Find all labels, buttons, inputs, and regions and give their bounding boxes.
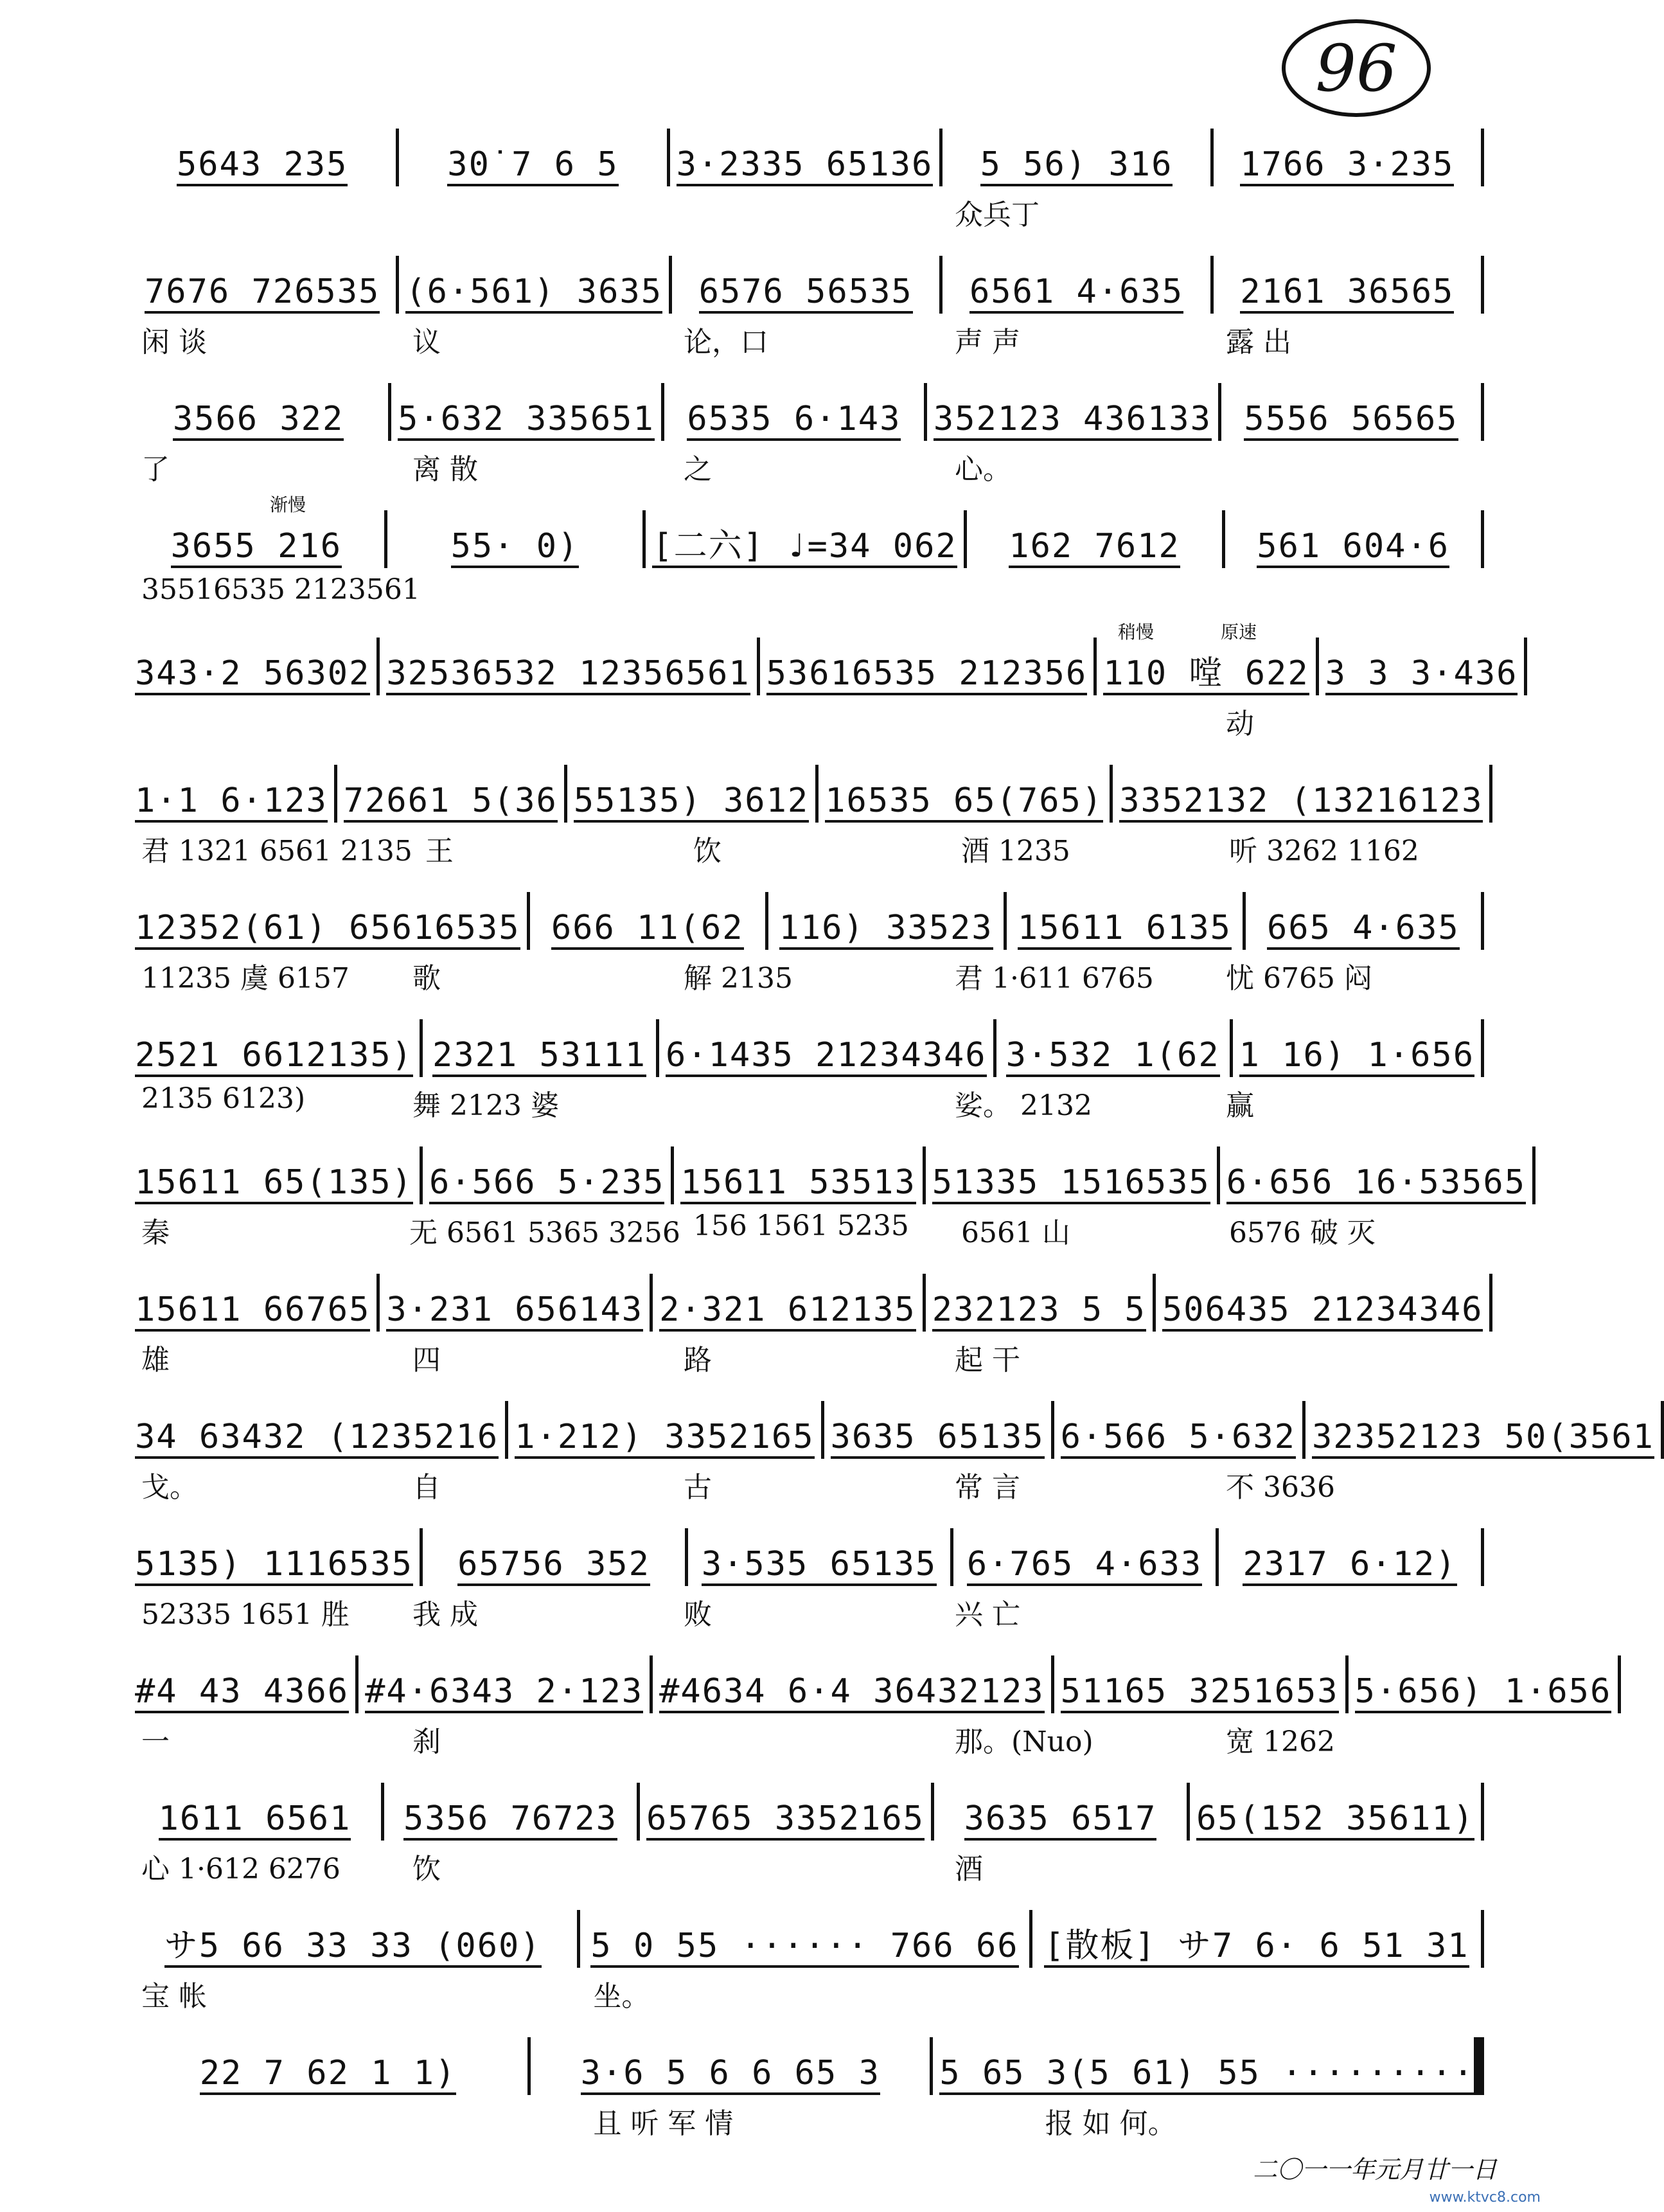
measure xyxy=(640,1783,934,1841)
page-number: 96 xyxy=(1282,19,1431,117)
lyrics-line xyxy=(128,828,1484,873)
lyric-text: 2135 6123) xyxy=(141,1082,306,1115)
measure xyxy=(337,765,567,823)
measure xyxy=(1156,1274,1493,1332)
measure xyxy=(1225,510,1484,568)
lyric-text: 无 6561 5365 3256 xyxy=(409,1217,680,1249)
jianpu-notes: (6·561) 3635 xyxy=(405,275,662,314)
jianpu-notes: 2321 53111 xyxy=(432,1039,646,1077)
lyrics-line xyxy=(128,1973,1484,2018)
measure xyxy=(128,256,399,314)
measure xyxy=(128,510,387,568)
lyric-text: 露 出 xyxy=(1226,326,1291,359)
measure xyxy=(531,2037,933,2095)
measure xyxy=(567,765,819,823)
lyric-text xyxy=(128,192,400,236)
jianpu-notes: 5356 76723 xyxy=(403,1802,617,1841)
lyric-text xyxy=(671,1846,942,1891)
lyrics-line xyxy=(128,1464,1484,1509)
notation-system xyxy=(128,494,1484,625)
lyric-text: 舞 2123 婆 xyxy=(412,1089,559,1122)
lyrics-line xyxy=(128,1209,1484,1254)
notes-line xyxy=(128,1910,1484,1968)
lyric-text: 156 1561 5235 xyxy=(693,1209,909,1242)
jianpu-notes: 7676 726535 xyxy=(145,275,380,314)
jianpu-notes: 6·656 16·53565 xyxy=(1226,1166,1526,1204)
jianpu-notes: 34 63432 (1235216 xyxy=(135,1420,499,1459)
lyric-text: 饮 xyxy=(693,835,721,868)
lyric-text xyxy=(128,2100,580,2145)
measure xyxy=(996,1019,1233,1077)
notes-line xyxy=(128,1019,1484,1077)
lyric-text: 且 听 军 情 xyxy=(593,2107,734,2140)
lyric-text xyxy=(671,192,942,236)
measure xyxy=(128,129,399,186)
jianpu-notes: 1611 6561 xyxy=(159,1802,351,1841)
jianpu-notes: 65756 352 xyxy=(457,1548,650,1586)
jianpu-notes: 3635 65135 xyxy=(831,1420,1045,1459)
lyrics-line xyxy=(128,1082,1484,1127)
jianpu-notes: 6·765 4·633 xyxy=(967,1548,1202,1586)
lyric-text: 起 干 xyxy=(955,1344,1020,1377)
measure xyxy=(760,638,1097,695)
measure xyxy=(1007,892,1245,950)
lyrics-line xyxy=(128,700,1484,745)
measure xyxy=(659,1019,996,1077)
jianpu-notes: 6·566 5·632 xyxy=(1061,1420,1296,1459)
notes-line xyxy=(128,1146,1527,1204)
jianpu-notes: 116) 33523 xyxy=(779,911,993,950)
measure xyxy=(380,638,759,695)
jianpu-notes: 55· 0) xyxy=(451,530,580,568)
measure xyxy=(664,383,927,441)
jianpu-notes: #4 43 4366 xyxy=(135,1675,349,1713)
score-body xyxy=(128,116,1654,2152)
measure xyxy=(391,383,664,441)
lyric-text xyxy=(400,700,671,745)
measure xyxy=(128,1783,384,1841)
jianpu-notes: 5 0 55 ······ 766 66 xyxy=(590,1929,1018,1968)
notes-line xyxy=(128,2037,1484,2095)
lyrics-line xyxy=(128,955,1484,1000)
lyric-text: 娑。 2132 xyxy=(955,1089,1092,1122)
jianpu-notes: 3 3 3·436 xyxy=(1325,657,1518,695)
jianpu-notes: 665 4·635 xyxy=(1267,911,1460,950)
jianpu-notes: 15611 53513 xyxy=(680,1166,916,1204)
jianpu-notes: 5556 56565 xyxy=(1244,402,1458,441)
measure xyxy=(530,892,768,950)
lyric-text: 兴 亡 xyxy=(955,1598,1020,1631)
notation-system xyxy=(128,243,1484,370)
jianpu-notes: #4634 6·4 36432123 xyxy=(659,1675,1045,1713)
measure xyxy=(943,256,1213,314)
notes-line xyxy=(128,1274,1484,1332)
lyric-text: 古 xyxy=(684,1471,712,1504)
measure xyxy=(926,1146,1220,1204)
lyric-text: 宽 1262 xyxy=(1226,1726,1335,1758)
lyric-text xyxy=(671,1718,942,1763)
notation-system xyxy=(128,621,1518,752)
lyric-text: 报 如 何。 xyxy=(1045,2107,1176,2140)
lyric-text: 我 成 xyxy=(412,1598,478,1631)
measure xyxy=(1220,1146,1536,1204)
measure xyxy=(1054,1655,1349,1713)
measure xyxy=(128,638,380,695)
jianpu-notes: 2161 36565 xyxy=(1240,275,1454,314)
measure xyxy=(1233,1019,1484,1077)
notation-system xyxy=(128,116,1484,243)
lyric-text: 不 3636 xyxy=(1226,1471,1335,1504)
jianpu-notes: 65(152 35611) xyxy=(1196,1802,1474,1841)
lyric-text: 赢 xyxy=(1226,1089,1254,1122)
jianpu-notes: 506435 21234346 xyxy=(1162,1293,1483,1332)
measure xyxy=(128,892,530,950)
lyric-text: 刹 xyxy=(412,1726,441,1758)
jianpu-notes: 15611 65(135) xyxy=(135,1166,413,1204)
lyric-text xyxy=(671,1082,942,1127)
measure xyxy=(128,383,391,441)
measure xyxy=(953,1528,1219,1586)
jianpu-notes: 65765 3352165 xyxy=(646,1802,925,1841)
lyric-text: 心。 xyxy=(955,453,1011,486)
lyric-text xyxy=(671,700,942,745)
jianpu-notes: 2521 6612135) xyxy=(135,1039,413,1077)
lyric-text: 君 1·611 6765 xyxy=(955,962,1154,995)
lyric-text: 坐。 xyxy=(593,1980,650,2013)
lyric-text: 自 xyxy=(412,1471,441,1504)
lyric-text: 动 xyxy=(1226,708,1254,740)
jianpu-notes: 6535 6·143 xyxy=(687,402,901,441)
notation-system xyxy=(128,1515,1484,1643)
lyric-text: 11235 虞 6157 xyxy=(141,962,350,995)
measure xyxy=(423,1019,659,1077)
jianpu-notes: 32536532 12356561 xyxy=(386,657,750,695)
measure xyxy=(387,510,646,568)
notes-line xyxy=(128,892,1484,950)
lyrics-line xyxy=(128,1718,1484,1763)
notes-line xyxy=(128,510,1484,568)
lyric-text xyxy=(686,573,952,618)
jianpu-notes: 1766 3·235 xyxy=(1240,148,1454,186)
jianpu-notes: 162 7612 xyxy=(1009,530,1180,568)
jianpu-notes: 6·566 5·235 xyxy=(429,1166,664,1204)
jianpu-notes: 72661 5(36 xyxy=(344,784,558,823)
notation-system xyxy=(128,879,1484,1006)
measure xyxy=(128,1274,380,1332)
measure xyxy=(1054,1401,1306,1459)
jianpu-notes: 232123 5 5 xyxy=(932,1293,1146,1332)
lyric-text: 论，口 xyxy=(684,326,768,359)
jianpu-notes: 3·231 656143 xyxy=(386,1293,643,1332)
notes-line xyxy=(128,129,1484,186)
jianpu-notes: 3566 322 xyxy=(173,402,344,441)
jianpu-notes: 55135) 3612 xyxy=(574,784,809,823)
notation-system xyxy=(128,2024,1484,2152)
notation-system xyxy=(128,1388,1654,1515)
measure xyxy=(384,1783,640,1841)
lyric-text: 饮 xyxy=(412,1853,441,1886)
measure xyxy=(1306,1401,1664,1459)
lyric-text: 了 xyxy=(141,453,170,486)
notes-line xyxy=(128,765,1484,823)
lyrics-line xyxy=(128,1337,1484,1382)
measure xyxy=(423,1528,688,1586)
lyric-text: 忧 6765 闷 xyxy=(1226,962,1372,995)
lyric-text: 君 1321 6561 2135 xyxy=(141,835,412,868)
lyric-text xyxy=(420,573,686,618)
jianpu-notes: 5·632 335651 xyxy=(398,402,655,441)
jianpu-notes: 51165 3251653 xyxy=(1061,1675,1339,1713)
jianpu-notes: 6·1435 21234346 xyxy=(666,1039,987,1077)
notes-line xyxy=(128,1401,1654,1459)
jianpu-notes: 5 56) 316 xyxy=(980,148,1173,186)
measure xyxy=(926,1274,1156,1332)
measure xyxy=(819,765,1113,823)
measure xyxy=(1214,129,1484,186)
notation-system xyxy=(128,1006,1484,1134)
measure xyxy=(128,1655,358,1713)
tempo-mark: 稍慢 xyxy=(1118,621,1155,643)
watermark: www.ktvc8.com xyxy=(1429,2190,1541,2206)
date-note: 二〇一一年元月廿一日 xyxy=(1253,2155,1498,2184)
measure xyxy=(399,129,669,186)
jianpu-notes: 16535 65(765) xyxy=(825,784,1103,823)
lyric-text xyxy=(1218,573,1484,618)
lyric-text: 议 xyxy=(412,326,441,359)
lyric-text: 败 xyxy=(684,1598,712,1631)
jianpu-notes: 22 7 62 1 1) xyxy=(200,2056,457,2095)
lyric-text: 众兵丁 xyxy=(955,199,1040,231)
jianpu-notes: 2317 6·12) xyxy=(1243,1548,1456,1586)
lyric-text: 酒 1235 xyxy=(960,835,1070,868)
notes-line xyxy=(128,638,1518,695)
jianpu-notes: 6561 4·635 xyxy=(969,275,1183,314)
tempo-mark: 原速 xyxy=(1221,621,1257,643)
jianpu-notes: 3635 6517 xyxy=(964,1802,1157,1841)
measure xyxy=(1097,638,1318,695)
lyric-text: 秦 xyxy=(141,1217,170,1249)
jianpu-notes: 53616535 212356 xyxy=(766,657,1088,695)
notation-system xyxy=(128,1897,1484,2024)
measure xyxy=(967,510,1226,568)
notes-line xyxy=(128,1528,1484,1586)
jianpu-notes: サ5 66 33 33 (060) xyxy=(164,1929,542,1968)
jianpu-notes: 32352123 50(3561 xyxy=(1312,1420,1654,1459)
jianpu-notes: 6576 56535 xyxy=(699,275,913,314)
jianpu-notes: 2·321 612135 xyxy=(659,1293,916,1332)
lyric-text xyxy=(1213,1846,1484,1891)
lyric-text: 解 2135 xyxy=(684,962,793,995)
lyric-text: 6576 破 灭 xyxy=(1228,1217,1376,1249)
jianpu-notes: 1 16) 1·656 xyxy=(1239,1039,1474,1077)
lyric-text xyxy=(1213,446,1484,491)
jianpu-notes: 15611 6135 xyxy=(1018,911,1232,950)
jianpu-notes: 110 嘡 622 xyxy=(1103,657,1309,695)
lyric-text: 宝 帐 xyxy=(141,1980,207,2013)
final-barline xyxy=(1474,2037,1484,2095)
measure xyxy=(1190,1783,1484,1841)
notation-system xyxy=(128,1770,1484,1897)
measure xyxy=(1246,892,1484,950)
jianpu-notes: 12352(61) 65616535 xyxy=(135,911,520,950)
measure xyxy=(688,1528,953,1586)
jianpu-notes: 51335 1516535 xyxy=(932,1166,1210,1204)
lyrics-line xyxy=(128,446,1484,491)
notation-system xyxy=(128,752,1484,879)
lyric-text xyxy=(128,700,400,745)
measure xyxy=(423,1146,674,1204)
measure xyxy=(128,1146,423,1204)
lyrics-line xyxy=(128,319,1484,364)
measure xyxy=(1349,1655,1622,1713)
jianpu-notes: 3·535 65135 xyxy=(702,1548,937,1586)
lyric-text: 那。(Nuo) xyxy=(955,1726,1093,1758)
jianpu-notes: 3655 216 xyxy=(171,530,342,568)
measure xyxy=(943,129,1213,186)
jianpu-notes: 3·532 1(62 xyxy=(1006,1039,1220,1077)
lyric-text: 6561 山 xyxy=(960,1217,1070,1249)
jianpu-notes: 5135) 1116535 xyxy=(135,1548,413,1586)
notation-system xyxy=(128,1261,1484,1388)
lyric-text: 雄 xyxy=(141,1344,170,1377)
lyric-text: 酒 xyxy=(955,1853,983,1886)
notes-line xyxy=(128,1655,1612,1713)
lyric-text: 四 xyxy=(412,1344,441,1377)
jianpu-notes: 561 604·6 xyxy=(1257,530,1449,568)
measure xyxy=(653,1274,926,1332)
measure xyxy=(927,383,1221,441)
jianpu-notes: 1·1 6·123 xyxy=(135,784,328,823)
notation-system xyxy=(128,370,1484,497)
jianpu-notes: 352123 436133 xyxy=(934,402,1212,441)
lyric-text xyxy=(400,192,671,236)
measure xyxy=(358,1655,653,1713)
lyric-text: 王 xyxy=(425,835,454,868)
measure xyxy=(128,765,337,823)
measure xyxy=(674,1146,925,1204)
measure xyxy=(672,256,943,314)
lyric-text xyxy=(1213,1337,1484,1382)
measure xyxy=(128,1910,580,1968)
jianpu-notes: 3·6 5 6 6 65 3 xyxy=(581,2056,880,2095)
measure xyxy=(128,2037,531,2095)
lyric-text: 声 声 xyxy=(955,326,1020,359)
measure xyxy=(128,1528,423,1586)
measure xyxy=(580,1910,1032,1968)
measure xyxy=(646,510,966,568)
notes-line xyxy=(128,383,1484,441)
lyric-text xyxy=(942,700,1213,745)
jianpu-notes: 5 65 3(5 61) 55 ········· xyxy=(939,2056,1474,2095)
tempo-mark: 渐慢 xyxy=(270,494,306,515)
measure xyxy=(1221,383,1484,441)
lyrics-line xyxy=(128,192,1484,236)
jianpu-notes: #4·6343 2·123 xyxy=(365,1675,643,1713)
lyric-text: 之 xyxy=(684,453,712,486)
lyric-text: 一 xyxy=(141,1726,170,1758)
jianpu-notes: 343·2 56302 xyxy=(135,657,370,695)
lyric-text: 听 3262 1162 xyxy=(1228,835,1419,868)
measure xyxy=(824,1401,1054,1459)
lyric-text xyxy=(1213,192,1484,236)
lyric-text: 戈。 xyxy=(141,1471,198,1504)
jianpu-notes: 3·2335 65136 xyxy=(677,148,934,186)
measure xyxy=(399,256,672,314)
lyric-text: 心 1·612 6276 xyxy=(141,1853,341,1886)
lyric-text xyxy=(1213,1591,1484,1636)
jianpu-notes: 666 11(62 xyxy=(551,911,744,950)
jianpu-notes: 5643 235 xyxy=(177,148,348,186)
lyrics-line xyxy=(128,573,1484,618)
measure xyxy=(933,2037,1484,2095)
notation-system xyxy=(128,1643,1612,1770)
lyric-text xyxy=(1032,1973,1484,2018)
measure xyxy=(1219,1528,1484,1586)
measure xyxy=(1113,765,1492,823)
measure xyxy=(128,1401,508,1459)
measure xyxy=(768,892,1007,950)
lyric-text: 35516535 2123561 xyxy=(141,573,420,606)
jianpu-notes: 3352132 (13216123 xyxy=(1119,784,1483,823)
notes-line xyxy=(128,256,1484,314)
measure xyxy=(380,1274,653,1332)
lyric-text: 常 言 xyxy=(955,1471,1020,1504)
jianpu-notes: [散板] サ7 6· 6 51 31 xyxy=(1044,1929,1469,1968)
lyric-text xyxy=(952,573,1218,618)
lyric-text: 52335 1651 胜 xyxy=(141,1598,350,1631)
jianpu-notes: 1·212) 3352165 xyxy=(515,1420,814,1459)
measure xyxy=(1032,1910,1484,1968)
measure xyxy=(508,1401,824,1459)
jianpu-notes: 5·656) 1·656 xyxy=(1355,1675,1612,1713)
measure xyxy=(128,1019,423,1077)
lyric-text: 闲 谈 xyxy=(141,326,207,359)
jianpu-notes: 15611 66765 xyxy=(135,1293,370,1332)
measure xyxy=(653,1655,1054,1713)
notation-system xyxy=(128,1134,1527,1261)
lyrics-line xyxy=(128,1846,1484,1891)
jianpu-notes: [二六] ♩=34 062 xyxy=(652,530,957,568)
lyrics-line xyxy=(128,2100,1484,2145)
measure xyxy=(670,129,943,186)
lyric-text: 离 散 xyxy=(412,453,478,486)
measure xyxy=(934,1783,1190,1841)
lyric-text: 路 xyxy=(684,1344,712,1377)
measure xyxy=(1214,256,1484,314)
measure xyxy=(1319,638,1528,695)
lyric-text: 歌 xyxy=(412,962,441,995)
jianpu-notes: 30˙7 6 5 xyxy=(447,148,618,186)
lyrics-line xyxy=(128,1591,1484,1636)
notes-line xyxy=(128,1783,1484,1841)
